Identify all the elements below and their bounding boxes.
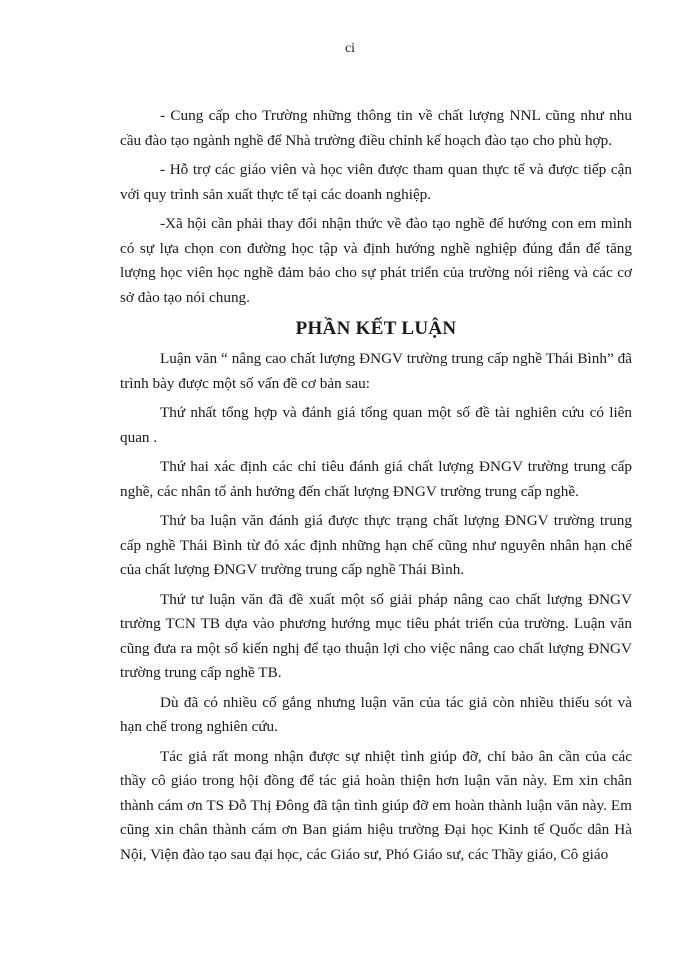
conclusion-paragraph: Dù đã có nhiều cố gắng nhưng luận văn của tác giả còn nhiều thiếu sót và hạn chế trong nghiên cứu. bbox=[120, 693, 632, 735]
conclusion-paragraph: Tác giả rất mong nhận được sự nhiệt tình giúp đỡ, chỉ bảo ân cần của các thầy cô giáo trong hội đồng để tác giả hoàn thiện hơn luận văn này. Em xin chân thành cám ơn TS Đỗ Thị Đông đã tận tình giúp đỡ em hoàn thành luận văn này. Em cũng xin chân thành cám ơn Ban giám hiệu trường Đại học Kinh tế Quốc dân Hà Nội, Viện đào tạo sau đại học, các Giáo sư, Phó Giáo sư, các Thầy giáo, Cô giáo bbox=[120, 747, 632, 863]
conclusion-heading: PHẦN KẾT LUẬN bbox=[295, 318, 457, 339]
recommendation-paragraph: - Hỗ trợ các giáo viên và học viên được tham quan thực tế và được tiếp cận với quy trình sản xuất thực tế tại các doanh nghiệp. bbox=[120, 161, 632, 203]
conclusion-paragraph: Luận văn “ nâng cao chất lượng ĐNGV trường trung cấp nghề Thái Bình” đã trình bày được một số vấn đề cơ bản sau: bbox=[120, 350, 632, 392]
conclusion-paragraph: Thứ ba luận văn đánh giá được thực trạng chất lượng ĐNGV trường trung cấp nghề Thái Bình từ đó xác định những hạn chế cũng như nguyên nhân hạn chế của chất lượng ĐNGV trường trung cấp nghề Thái Bình. bbox=[120, 512, 632, 578]
recommendation-paragraph: - Cung cấp cho Trường những thông tin về chất lượng NNL cũng như nhu cầu đào tạo ngành nghề để Nhà trường điều chỉnh kế hoạch đào tạo cho phù hợp. bbox=[120, 107, 632, 149]
page-number: ci bbox=[344, 41, 356, 56]
page-body bbox=[120, 104, 632, 872]
conclusion-paragraph: Thứ nhất tổng hợp và đánh giá tổng quan một số đề tài nghiên cứu có liên quan . bbox=[120, 404, 632, 446]
recommendation-paragraph: -Xã hội cần phải thay đổi nhận thức về đào tạo nghề để hướng con em mình có sự lựa chọn con đường học tập và định hướng nghề nghiệp đúng đắn để tăng lượng học viên học nghề đảm bảo cho sự phát triển của trường nói riêng và các cơ sở đào tạo nói chung. bbox=[120, 215, 632, 306]
conclusion-paragraph: Thứ tư luận văn đã đề xuất một số giải pháp nâng cao chất lượng ĐNGV trường TCN TB dựa vào phương hướng mục tiêu phát triển của trường. Luận văn cũng đưa ra một số kiến nghị để tạo thuận lợi cho việc nâng cao chất lượng ĐNGV trường trung cấp nghề TB. bbox=[120, 590, 632, 681]
conclusion-paragraph: Thứ hai xác định các chỉ tiêu đánh giá chất lượng ĐNGV trường trung cấp nghề, các nhân tố ảnh hưởng đến chất lượng ĐNGV trường trung cấp nghề. bbox=[120, 458, 632, 500]
